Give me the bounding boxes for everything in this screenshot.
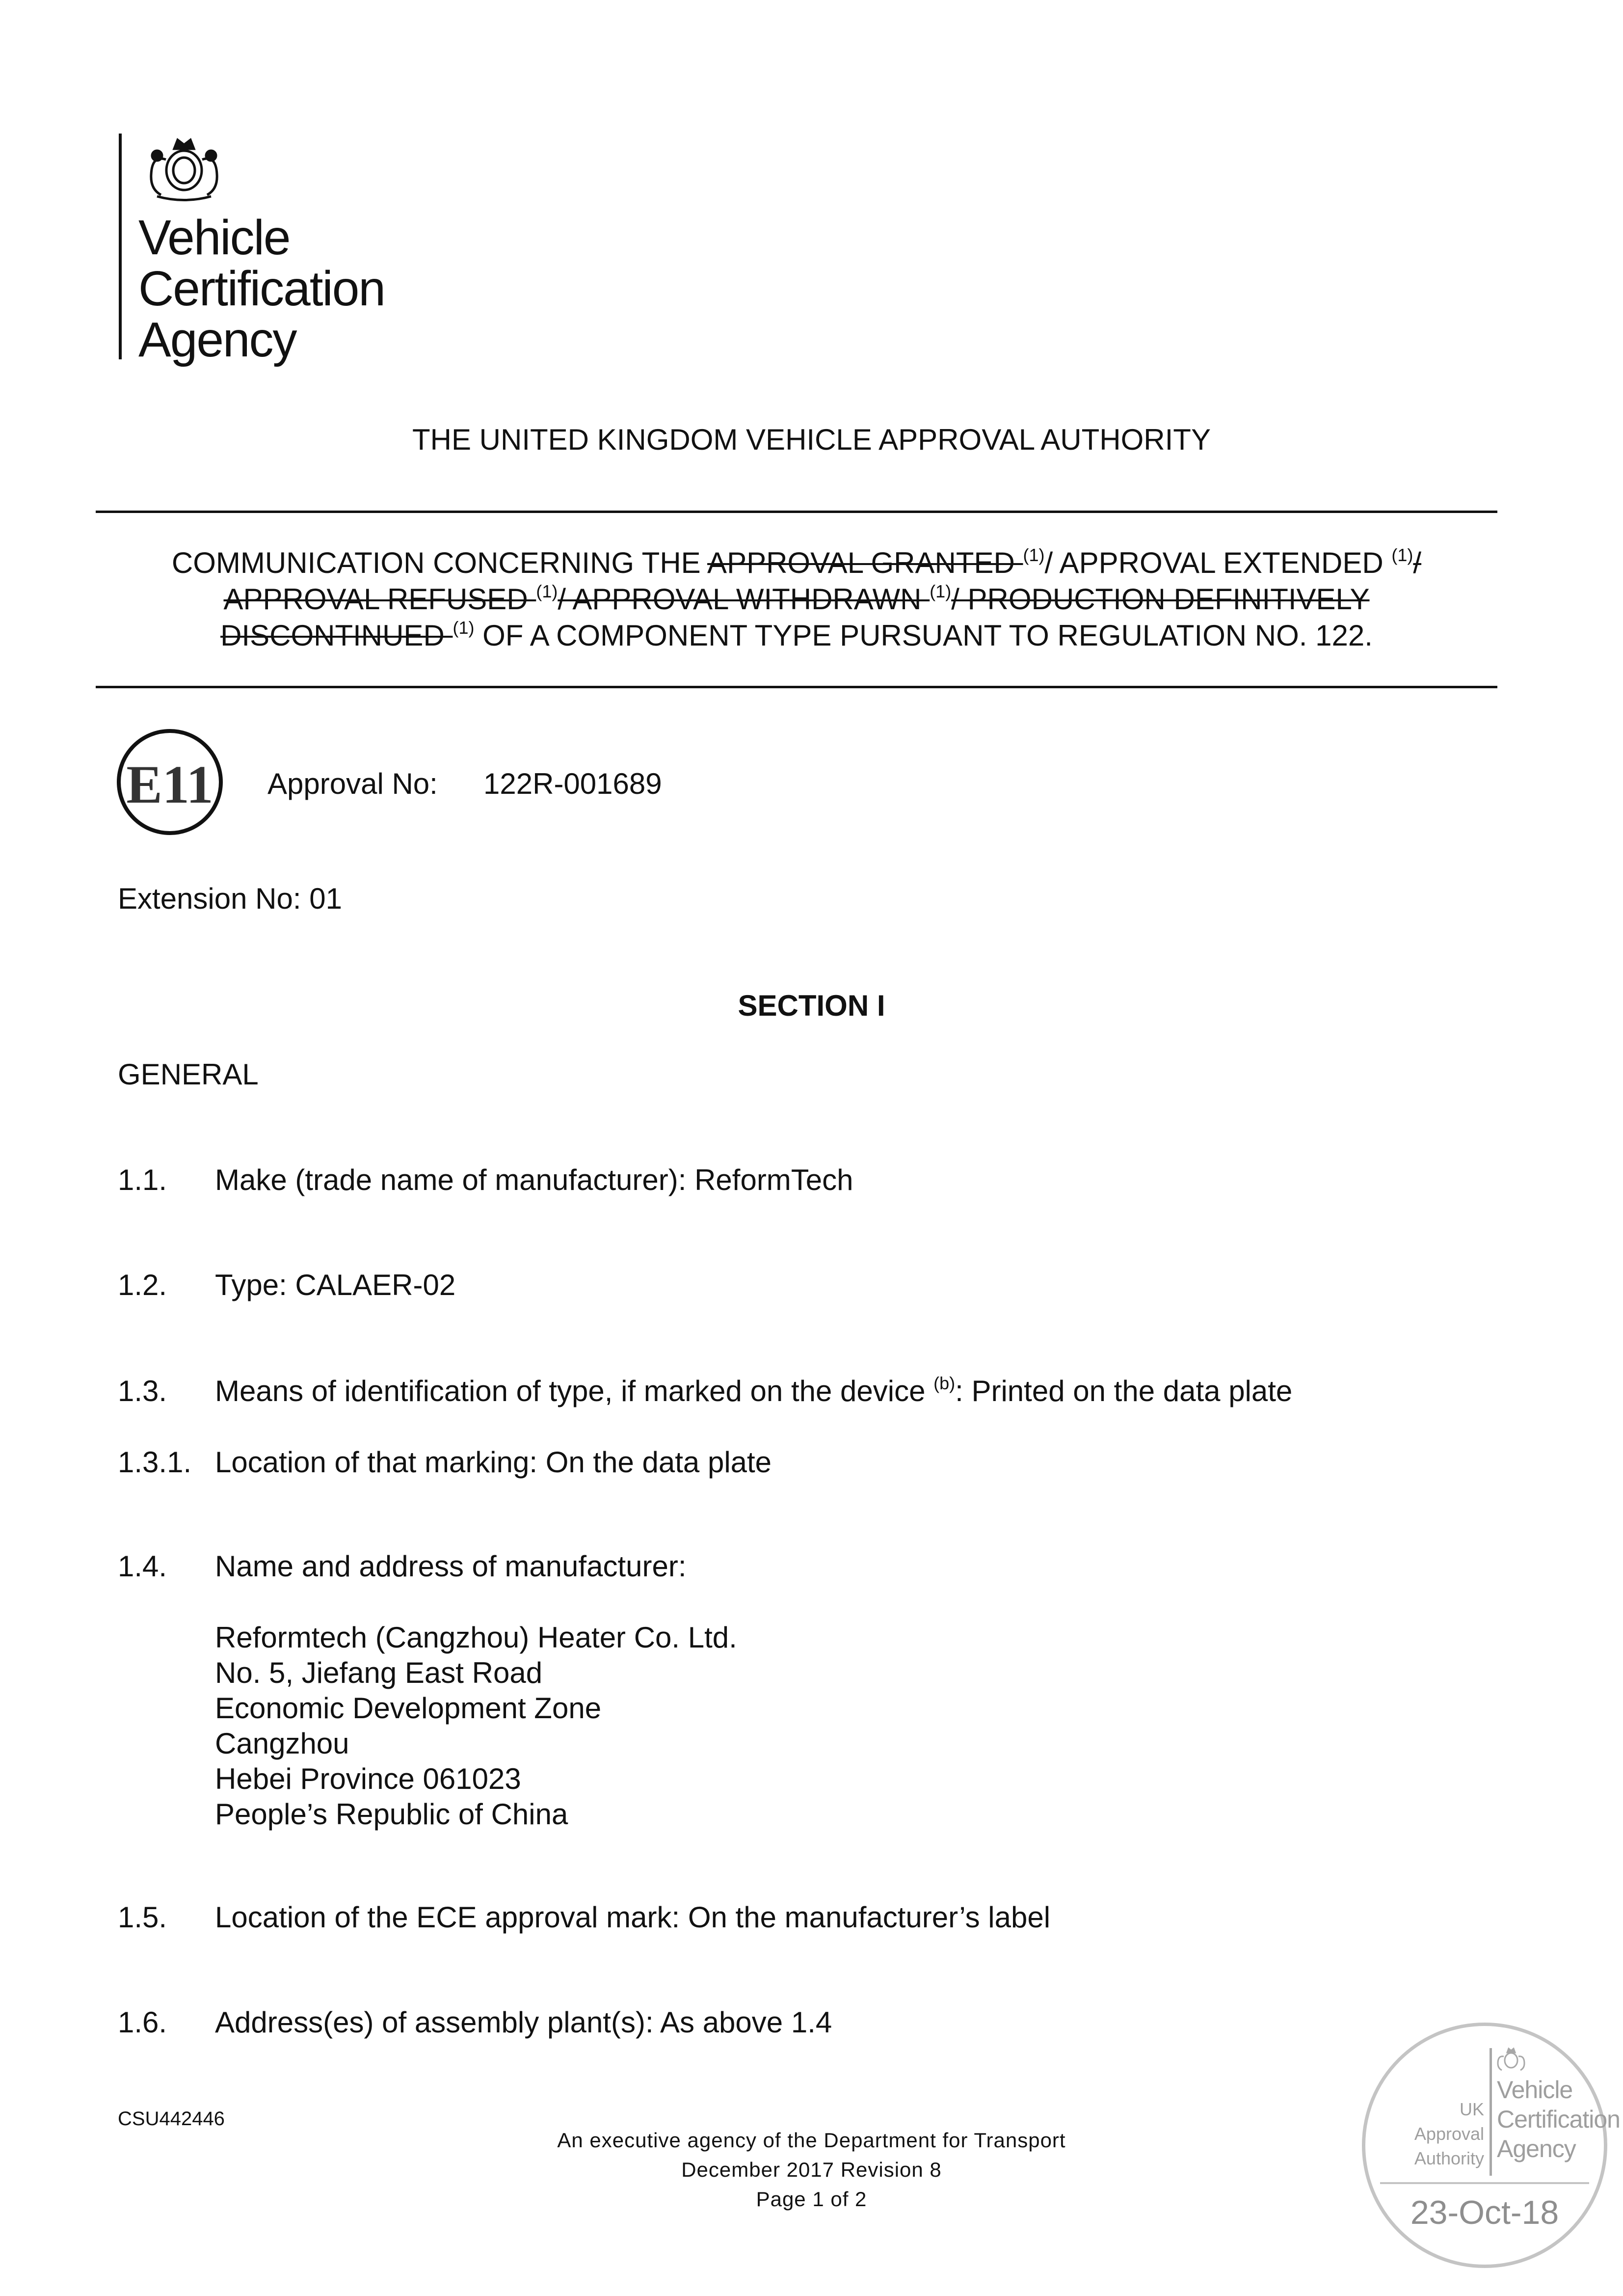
- item-number: 1.4.: [118, 1550, 167, 1583]
- logo-wordmark: [138, 212, 385, 365]
- item-text: Location of that marking: On the data plate: [215, 1446, 772, 1479]
- item-text: Type: CALAER-02: [215, 1269, 456, 1301]
- note-ref: (1): [1391, 545, 1413, 565]
- royal-crest-icon: [137, 130, 231, 204]
- address-line: Reformtech (Cangzhou) Heater Co. Ltd.: [215, 1621, 737, 1654]
- stamp-left-line: Authority: [1414, 2148, 1484, 2168]
- item-text-main: Means of identification of type, if marked on the device: [215, 1375, 934, 1407]
- manufacturer-address: [215, 1620, 737, 1832]
- stamp-right-line: Vehicle: [1497, 2076, 1573, 2104]
- item-text: Name and address of manufacturer:: [215, 1550, 687, 1583]
- stamp-date: 23-Oct-18: [1410, 2194, 1559, 2231]
- note-ref: (1): [1023, 545, 1045, 565]
- logo-line-1: Vehicle: [138, 210, 290, 265]
- section-title: SECTION I: [738, 989, 885, 1022]
- option-production-discontinued: / PRODUCTION DEFINITIVELY: [951, 583, 1370, 616]
- item-number: 1.1.: [118, 1163, 167, 1196]
- item-text: Make (trade name of manufacturer): ReformTech: [215, 1163, 853, 1196]
- option-approval-extended: / APPROVAL EXTENDED: [1044, 546, 1392, 579]
- stamp-right-line: Agency: [1497, 2135, 1576, 2162]
- note-ref: (1): [536, 581, 558, 601]
- address-line: Economic Development Zone: [215, 1692, 602, 1725]
- item-text: [215, 1374, 1292, 1409]
- communication-line-1: [96, 545, 1497, 581]
- footer-page-number: Page 1 of 2: [756, 2188, 867, 2211]
- approval-number: 122R-001689: [483, 767, 662, 800]
- extension-number: Extension No: 01: [118, 882, 342, 915]
- option-approval-withdrawn: / APPROVAL WITHDRAWN: [558, 583, 930, 616]
- option-discontinued: DISCONTINUED: [220, 619, 453, 652]
- stamp-left-line: Approval: [1414, 2124, 1484, 2144]
- stamp-right-line: Certification: [1497, 2106, 1620, 2133]
- stamp-left-text: [1375, 2097, 1484, 2171]
- item-text: Address(es) of assembly plant(s): As above 1.4: [215, 2006, 832, 2039]
- stamp-left-line: UK: [1459, 2099, 1484, 2119]
- stamp-right-text: [1497, 2075, 1620, 2163]
- communication-block: [96, 545, 1497, 654]
- document-reference: CSU442446: [118, 2108, 225, 2130]
- address-line: No. 5, Jiefang East Road: [215, 1656, 543, 1689]
- item-number: 1.2.: [118, 1269, 167, 1301]
- approval-mark-text: E11: [126, 755, 213, 814]
- stamp-crest-icon: [1494, 2046, 1528, 2073]
- footer-revision: December 2017 Revision 8: [681, 2158, 942, 2181]
- item-number: 1.3.: [118, 1375, 167, 1407]
- note-ref: (1): [452, 618, 475, 638]
- option-approval-refused: APPROVAL REFUSED: [223, 583, 536, 616]
- slash: /: [1413, 546, 1422, 579]
- approval-label: Approval No:: [267, 767, 438, 800]
- item-number: 1.3.1.: [118, 1446, 192, 1479]
- item-number: 1.6.: [118, 2006, 167, 2039]
- option-approval-granted: APPROVAL GRANTED: [707, 546, 1023, 579]
- bottom-rule: [96, 686, 1497, 688]
- top-rule: [96, 511, 1497, 513]
- item-text: Location of the ECE approval mark: On the manufacturer’s label: [215, 1901, 1051, 1934]
- address-line: People’s Republic of China: [215, 1798, 568, 1831]
- stamp-divider: [1490, 2048, 1492, 2176]
- footer-agency: An executive agency of the Department for Transport: [557, 2129, 1066, 2152]
- approval-mark-circle: [117, 729, 223, 835]
- authority-title: THE UNITED KINGDOM VEHICLE APPROVAL AUTHORITY: [412, 423, 1211, 456]
- item-number: 1.5.: [118, 1901, 167, 1934]
- communication-tail: OF A COMPONENT TYPE PURSUANT TO REGULATION NO. 122.: [474, 619, 1373, 652]
- address-line: Cangzhou: [215, 1727, 349, 1760]
- logo-line-3: Agency: [138, 312, 296, 367]
- general-heading: GENERAL: [118, 1058, 259, 1091]
- item-text-value: : Printed on the data plate: [955, 1375, 1293, 1407]
- stamp-rule: [1380, 2182, 1589, 2184]
- communication-line-2: [96, 581, 1497, 618]
- communication-line-3: [96, 618, 1497, 654]
- logo-divider: [119, 134, 122, 359]
- communication-lead: COMMUNICATION CONCERNING THE: [171, 546, 708, 579]
- logo-line-2: Certification: [138, 261, 385, 316]
- note-ref: (1): [930, 581, 952, 601]
- footnote-ref: (b): [933, 1373, 956, 1393]
- approval-stamp: [1362, 2023, 1620, 2268]
- address-line: Hebei Province 061023: [215, 1762, 521, 1795]
